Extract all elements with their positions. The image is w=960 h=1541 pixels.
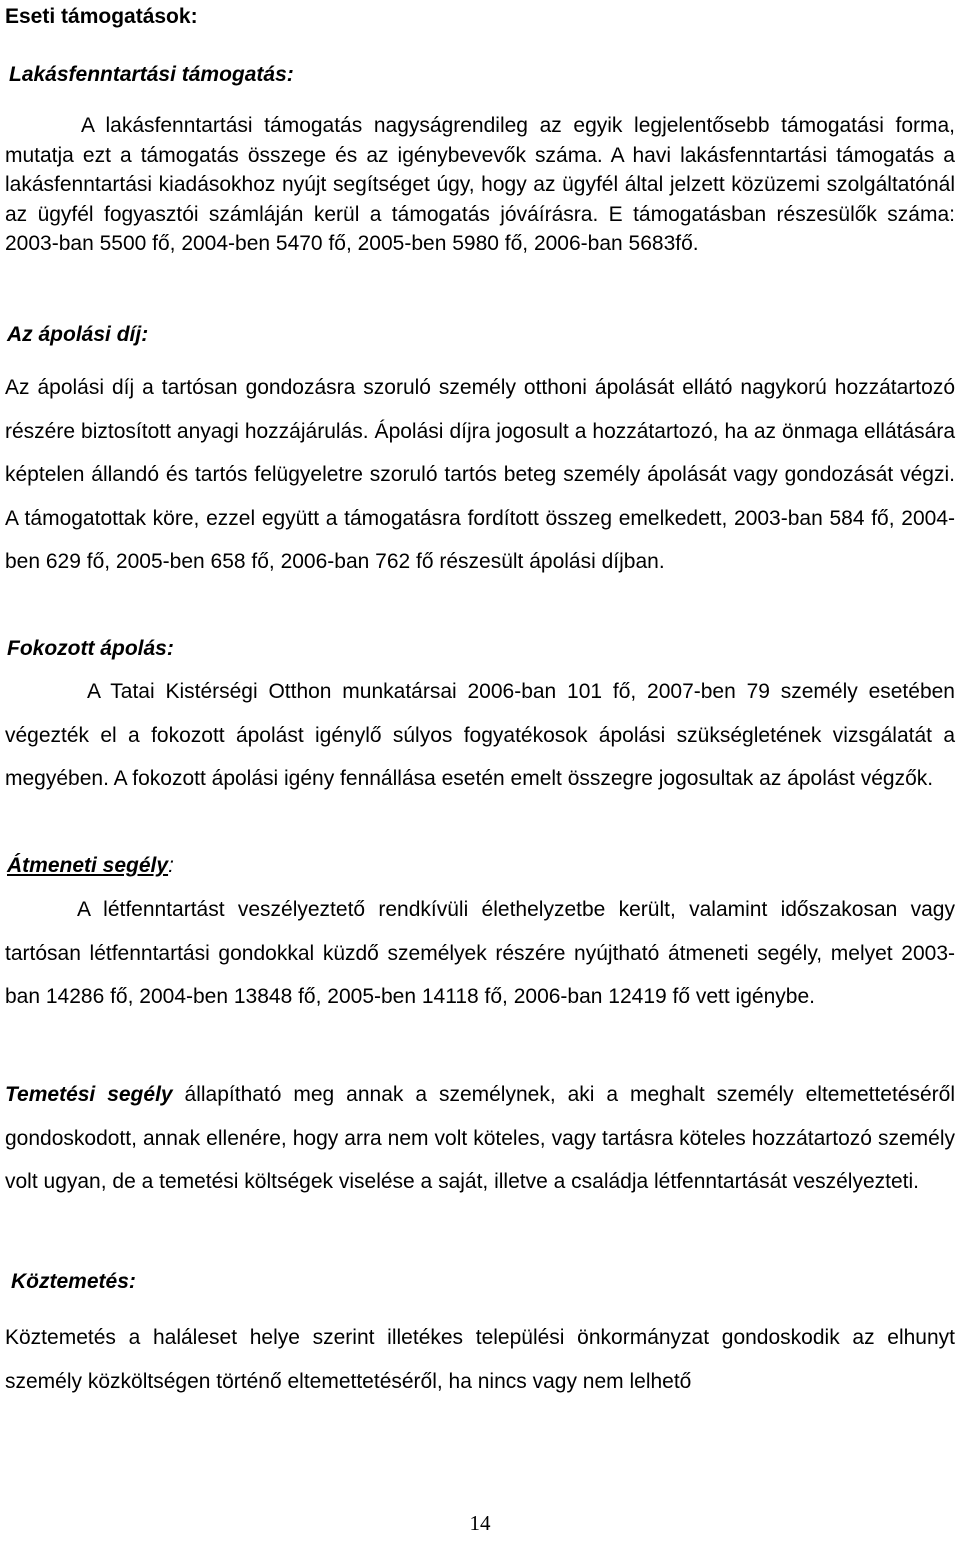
- atmeneti-segely-paragraph: A létfenntartást veszélyeztető rendkívüli élethelyzetbe került, valamint időszakosan vagy tartósan létfenntartási gondokkal küzdő személyek részére nyújtható átmeneti segély, melyet 2003-ban 14286 fő, 2004-ben 13848 fő, 2005-ben 14118 fő, 2006-ban 12419 fő vett igénybe.: [5, 898, 955, 1008]
- lakasfenntartasi-paragraph: A lakásfenntartási támogatás nagyságrendileg az egyik legjelentősebb támogatási forma, mutatja ezt a támogatás összege és az igénybevevők száma. A havi lakásfenntartási támogatás a lakásfenntartási kiadásokhoz nyújt segítséget úgy, hogy az ügyfél által jelzett közüzemi szolgáltatónál az ügyfél fogyasztói számláján kerül a támogatás jóváírásra. E támogatásban részesülők száma: 2003-ban 5500 fő, 2004-ben 5470 fő, 2005-ben 5980 fő, 2006-ban 5683fő.: [5, 114, 955, 255]
- temetesi-segely-paragraph: [5, 1073, 955, 1204]
- atmeneti-segely-heading-colon: :: [168, 854, 174, 877]
- atmeneti-segely-heading: [7, 851, 174, 881]
- temetesi-segely-text: állapítható meg annak a személynek, aki a meghalt személy eltemettetéséről gondoskodott, annak ellenére, hogy arra nem volt köteles, vagy tartásra köteles hozzátartozó személy volt ugyan, de a temetési költségek viselése a saját, illetve a családja létfenntartását veszélyezteti.: [5, 1083, 956, 1193]
- apolasi-dij-heading: Az ápolási díj:: [7, 323, 149, 346]
- lakasfenntartasi-heading: Lakásfenntartási támogatás:: [9, 63, 294, 86]
- page-number: 14: [469, 1511, 491, 1535]
- koztemetes-heading: Köztemetés:: [11, 1270, 136, 1293]
- fokozott-apolas-heading: Fokozott ápolás:: [7, 637, 174, 660]
- fokozott-apolas-paragraph: A Tatai Kistérségi Otthon munkatársai 2006-ban 101 fő, 2007-ben 79 személy esetében végezték el a fokozott ápolást igénylő súlyos fogyatékosok ápolási szükségletének vizsgálatát a megyében. A fokozott ápolási igény fennállása esetén emelt összegre jogosultak az ápolást végzők.: [5, 680, 955, 790]
- koztemetes-paragraph: Köztemetés a haláleset helye szerint illetékes települési önkormányzat gondoskodik az elhunyt személy közköltségen történő eltemettetéséről, ha nincs vagy nem lelhető: [5, 1326, 955, 1393]
- temetesi-segely-term: Temetési segély: [5, 1083, 173, 1106]
- section-title: Eseti támogatások:: [5, 5, 198, 28]
- apolasi-dij-paragraph: Az ápolási díj a tartósan gondozásra szoruló személy otthoni ápolását ellátó nagykorú hozzátartozó részére biztosított anyagi hozzájárulás. Ápolási díjra jogosult a hozzátartozó, ha az önmaga ellátására képtelen állandó és tartós felügyeletre szoruló tartós beteg személy ápolását vagy gondozását végzi. A támogatottak köre, ezzel együtt a támogatásra fordított összeg emelkedett, 2003-ban 584 fő, 2004-ben 629 fő, 2005-ben 658 fő, 2006-ban 762 fő részesült ápolási díjban.: [5, 376, 955, 573]
- atmeneti-segely-heading-text: Átmeneti segély: [7, 854, 169, 877]
